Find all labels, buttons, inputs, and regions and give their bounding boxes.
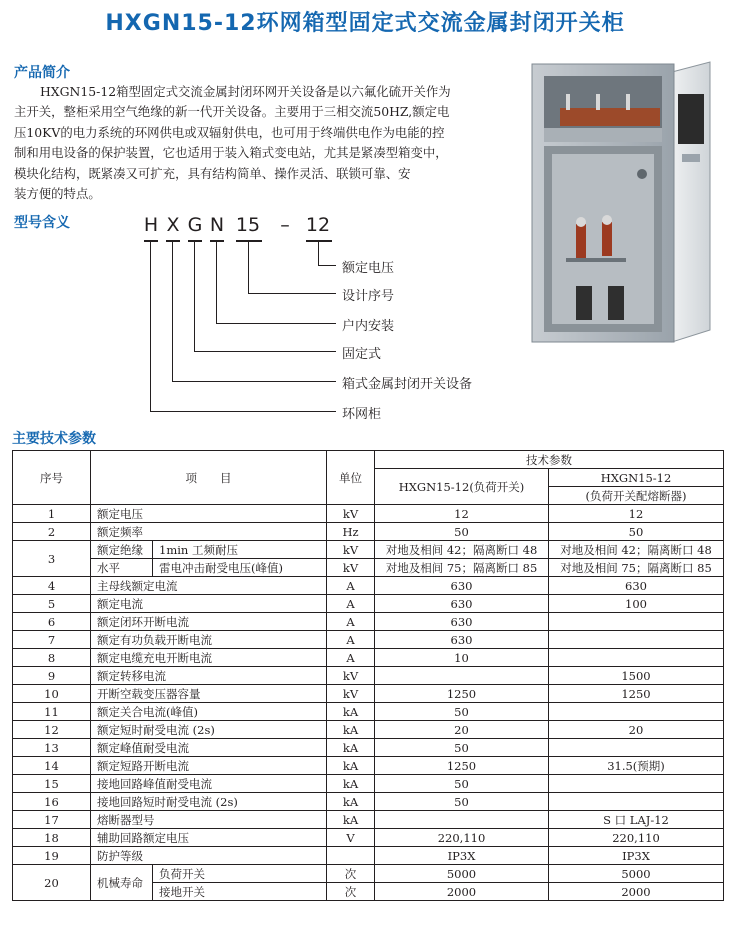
row-item: 额定有功负载开断电流 <box>91 631 327 649</box>
code-char: 15 <box>235 214 261 236</box>
row-no: 18 <box>13 829 91 847</box>
row-value-a: 对地及相间 42；隔离断口 48 <box>375 541 549 559</box>
row-value-b <box>549 703 724 721</box>
meaning-label: 固定式 <box>342 347 382 362</box>
intro-line: 装方便的特点。 <box>14 186 101 202</box>
row-value-b: IP3X <box>549 847 724 865</box>
table-row <box>13 811 724 829</box>
row-no: 16 <box>13 793 91 811</box>
row-subitem: 雷电冲击耐受电压(峰值) <box>153 559 327 577</box>
row-unit: kA <box>327 757 375 775</box>
intro-line: 压10KV的电力系统的环网供电或双辐射供电，也可用于终端供电作为电能的控 <box>14 124 445 140</box>
header-item: 项 目 <box>91 451 327 505</box>
table-row <box>13 577 724 595</box>
page-title: HXGN15-12环网箱型固定式交流金属封闭开关柜 <box>105 11 625 36</box>
table-row <box>13 793 724 811</box>
row-value-b: S 口 LAJ-12 <box>549 811 724 829</box>
code-char: – <box>280 214 290 236</box>
row-unit: kA <box>327 703 375 721</box>
row-no: 13 <box>13 739 91 757</box>
row-unit: A <box>327 577 375 595</box>
table-row <box>13 847 724 865</box>
table-row <box>13 631 724 649</box>
intro-text <box>14 82 514 204</box>
row-value-b <box>549 631 724 649</box>
row-no: 3 <box>13 541 91 577</box>
header-params: 技术参数 <box>375 451 724 469</box>
row-subitem: 接地开关 <box>153 883 327 901</box>
row-value-a: 50 <box>375 703 549 721</box>
leader-line <box>248 242 249 294</box>
row-item: 额定绝缘 <box>91 541 153 559</box>
row-no: 2 <box>13 523 91 541</box>
row-value-b: 100 <box>549 595 724 613</box>
table-row <box>13 613 724 631</box>
code-underline <box>210 240 224 242</box>
row-value-a: 630 <box>375 595 549 613</box>
row-value-a: 50 <box>375 739 549 757</box>
row-value-a: 20 <box>375 721 549 739</box>
row-value-b: 对地及相间 75；隔离断口 85 <box>549 559 724 577</box>
row-no: 8 <box>13 649 91 667</box>
row-value-a: 50 <box>375 523 549 541</box>
row-value-a: 50 <box>375 775 549 793</box>
row-value-a: 10 <box>375 649 549 667</box>
row-value-a: 630 <box>375 577 549 595</box>
row-no: 1 <box>13 505 91 523</box>
table-row <box>13 685 724 703</box>
row-value-a: 1250 <box>375 757 549 775</box>
table-row <box>13 739 724 757</box>
row-item: 熔断器型号 <box>91 811 327 829</box>
meaning-label: 环网柜 <box>342 407 382 422</box>
code-char: 12 <box>305 214 331 236</box>
header-col-b-line1: HXGN15-12 <box>549 469 724 487</box>
intro-line: 模块化结构，既紧凑又可扩充，具有结构简单、操作灵活、联锁可靠、安 <box>14 165 411 181</box>
table-row <box>13 829 724 847</box>
leader-line <box>172 381 336 382</box>
meaning-label: 设计序号 <box>342 289 395 304</box>
row-unit: A <box>327 649 375 667</box>
row-value-a: 对地及相间 75；隔离断口 85 <box>375 559 549 577</box>
row-unit: kV <box>327 541 375 559</box>
row-item: 额定峰值耐受电流 <box>91 739 327 757</box>
table-row <box>13 775 724 793</box>
meaning-label: 额定电压 <box>342 261 395 276</box>
row-value-a: 5000 <box>375 865 549 883</box>
row-unit: kA <box>327 775 375 793</box>
row-value-b: 630 <box>549 577 724 595</box>
row-value-a: 630 <box>375 631 549 649</box>
row-value-a: 12 <box>375 505 549 523</box>
meaning-label: 户内安装 <box>342 319 395 334</box>
row-unit: kV <box>327 667 375 685</box>
row-no: 4 <box>13 577 91 595</box>
row-unit: kA <box>327 739 375 757</box>
leader-line <box>318 242 319 266</box>
row-unit: A <box>327 631 375 649</box>
leader-line <box>150 411 336 412</box>
meaning-label: 箱式金属封闭开关设备 <box>342 377 473 392</box>
row-unit: kA <box>327 811 375 829</box>
leader-line <box>216 323 336 324</box>
row-item: 机械寿命 <box>91 865 153 901</box>
row-unit: 次 <box>327 883 375 901</box>
code-underline <box>166 240 180 242</box>
row-value-b: 31.5(预期) <box>549 757 724 775</box>
table-row <box>13 667 724 685</box>
leader-line <box>194 242 195 352</box>
code-underline <box>236 240 262 242</box>
row-value-b: 20 <box>549 721 724 739</box>
row-item: 开断空载变压器容量 <box>91 685 327 703</box>
row-value-b: 220,110 <box>549 829 724 847</box>
code-char: X <box>166 214 180 236</box>
row-unit: 次 <box>327 865 375 883</box>
tech-params-table <box>12 450 724 901</box>
row-item: 额定关合电流(峰值) <box>91 703 327 721</box>
row-value-a: 50 <box>375 793 549 811</box>
row-item: 辅助回路额定电压 <box>91 829 327 847</box>
row-value-a: 220,110 <box>375 829 549 847</box>
row-item: 主母线额定电流 <box>91 577 327 595</box>
row-value-b: 1250 <box>549 685 724 703</box>
specs-heading: 主要技术参数 <box>12 431 96 447</box>
row-unit: kA <box>327 793 375 811</box>
table-row <box>13 523 724 541</box>
leader-line <box>248 293 336 294</box>
row-unit <box>327 847 375 865</box>
leader-line <box>216 242 217 324</box>
intro-line: 主开关，整柜采用空气绝缘的新一代开关设备。主要用于三相交流50HZ,额定电 <box>14 104 450 120</box>
row-value-b: 1500 <box>549 667 724 685</box>
row-item: 额定频率 <box>91 523 327 541</box>
row-no: 14 <box>13 757 91 775</box>
row-item: 额定电压 <box>91 505 327 523</box>
table-row <box>13 757 724 775</box>
code-underline <box>144 240 158 242</box>
row-no: 10 <box>13 685 91 703</box>
row-subitem: 负荷开关 <box>153 865 327 883</box>
table-row <box>13 505 724 523</box>
row-value-b: 50 <box>549 523 724 541</box>
code-char: G <box>187 214 203 236</box>
row-unit: Hz <box>327 523 375 541</box>
row-subitem: 1min 工频耐压 <box>153 541 327 559</box>
model-heading: 型号含义 <box>14 215 70 231</box>
row-unit: kA <box>327 721 375 739</box>
intro-line: 制和用电设备的保护装置，它也适用于装入箱式变电站，尤其是紧凑型箱变中， <box>14 145 448 161</box>
row-no: 6 <box>13 613 91 631</box>
row-unit: A <box>327 613 375 631</box>
row-value-b <box>549 739 724 757</box>
row-value-a: IP3X <box>375 847 549 865</box>
code-char: N <box>209 214 225 236</box>
header-unit: 单位 <box>327 451 375 505</box>
row-no: 19 <box>13 847 91 865</box>
row-unit: kV <box>327 685 375 703</box>
table-header-row <box>13 451 724 469</box>
row-value-b <box>549 649 724 667</box>
table-row <box>13 541 724 559</box>
row-unit: kV <box>327 505 375 523</box>
row-item: 接地回路峰值耐受电流 <box>91 775 327 793</box>
table-row <box>13 559 724 577</box>
row-value-b <box>549 793 724 811</box>
row-item: 额定电流 <box>91 595 327 613</box>
row-value-a: 1250 <box>375 685 549 703</box>
table-row <box>13 595 724 613</box>
row-value-b <box>549 775 724 793</box>
header-col-a: HXGN15-12(负荷开关) <box>375 469 549 505</box>
row-value-b: 12 <box>549 505 724 523</box>
table-row <box>13 721 724 739</box>
row-value-a: 630 <box>375 613 549 631</box>
table-row <box>13 703 724 721</box>
row-value-b: 2000 <box>549 883 724 901</box>
table-row <box>13 865 724 883</box>
row-value-b: 对地及相间 42；隔离断口 48 <box>549 541 724 559</box>
row-no: 5 <box>13 595 91 613</box>
intro-heading: 产品简介 <box>14 65 70 81</box>
table-row <box>13 649 724 667</box>
row-value-a <box>375 667 549 685</box>
leader-line <box>318 265 336 266</box>
row-item: 接地回路短时耐受电流 (2s) <box>91 793 327 811</box>
row-no: 11 <box>13 703 91 721</box>
row-value-a <box>375 811 549 829</box>
row-value-b <box>549 613 724 631</box>
code-underline <box>188 240 202 242</box>
leader-line <box>150 242 151 412</box>
row-item: 额定短时耐受电流 (2s) <box>91 721 327 739</box>
row-item: 额定转移电流 <box>91 667 327 685</box>
row-item: 防护等级 <box>91 847 327 865</box>
header-no: 序号 <box>13 451 91 505</box>
intro-line: HXGN15-12箱型固定式交流金属封闭环网开关设备是以六氟化硫开关作为 <box>40 84 451 99</box>
row-no: 17 <box>13 811 91 829</box>
row-unit: A <box>327 595 375 613</box>
code-underline <box>306 240 332 242</box>
row-item: 额定短路开断电流 <box>91 757 327 775</box>
code-char: H <box>143 214 159 236</box>
row-no: 7 <box>13 631 91 649</box>
row-value-a: 2000 <box>375 883 549 901</box>
row-unit: V <box>327 829 375 847</box>
row-unit: kV <box>327 559 375 577</box>
row-no: 15 <box>13 775 91 793</box>
switchgear-cabinet-image <box>522 54 718 344</box>
row-item: 额定闭环开断电流 <box>91 613 327 631</box>
header-col-b-line2: (负荷开关配熔断器) <box>549 487 724 505</box>
row-no: 20 <box>13 865 91 901</box>
row-value-b: 5000 <box>549 865 724 883</box>
leader-line <box>172 242 173 382</box>
row-no: 12 <box>13 721 91 739</box>
row-no: 9 <box>13 667 91 685</box>
row-item: 水平 <box>91 559 153 577</box>
row-item: 额定电缆充电开断电流 <box>91 649 327 667</box>
leader-line <box>194 351 336 352</box>
